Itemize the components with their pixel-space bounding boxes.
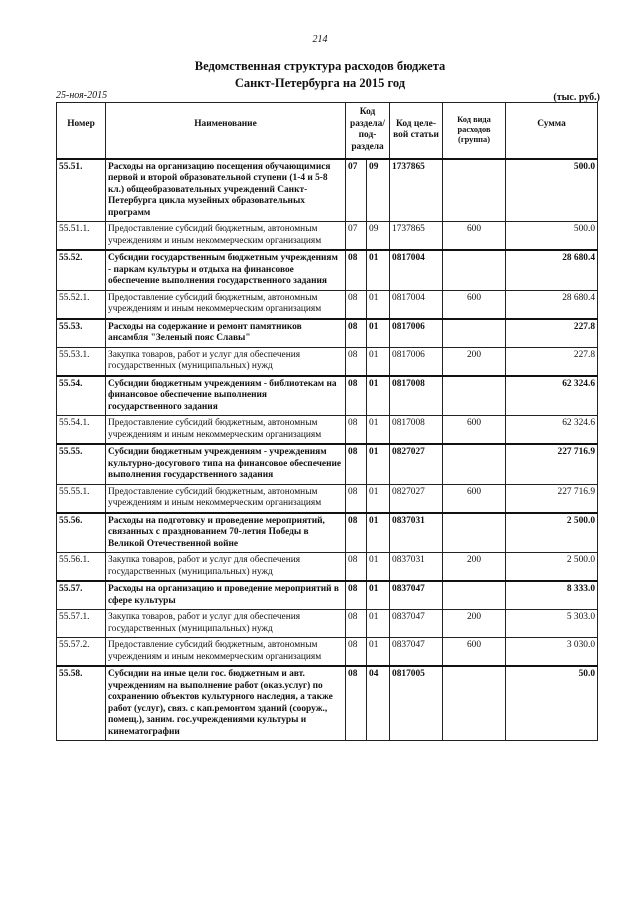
header-article: Код целе-вой статьи bbox=[390, 103, 443, 159]
title-line-1: Ведомственная структура расходов бюджета bbox=[194, 59, 446, 73]
row-name: Расходы на содержание и ремонт памятников ансамбля "Зеленый пояс Славы" bbox=[106, 319, 346, 348]
header-number: Номер bbox=[57, 103, 106, 159]
row-name: Субсидии на иные цели гос. бюджетным и авт. учреждениям на выполнение работ (оказ.услуг) по сохранению объектов культурного наследия, а также работ (услуг), связ. с кап.ремонтом зданий (сооруж., помещ.), заним. гос.учреждениями культуры и кинематографии bbox=[106, 666, 346, 741]
row-expense-type bbox=[443, 581, 506, 610]
row-section-code: 07 bbox=[346, 222, 367, 251]
row-number: 55.51. bbox=[57, 159, 106, 222]
table-row bbox=[57, 581, 598, 610]
row-article-code: 1737865 bbox=[390, 222, 443, 251]
row-expense-type: 600 bbox=[443, 484, 506, 513]
row-expense-type bbox=[443, 513, 506, 553]
table-row bbox=[57, 319, 598, 348]
row-sum: 28 680.4 bbox=[506, 290, 598, 319]
row-expense-type: 200 bbox=[443, 553, 506, 582]
row-subsection-code: 01 bbox=[367, 376, 390, 416]
table-row bbox=[57, 290, 598, 319]
row-number: 55.53. bbox=[57, 319, 106, 348]
table-row bbox=[57, 638, 598, 667]
row-article-code: 0817008 bbox=[390, 376, 443, 416]
row-article-code: 0837047 bbox=[390, 610, 443, 638]
row-expense-type: 600 bbox=[443, 222, 506, 251]
row-number: 55.56.1. bbox=[57, 553, 106, 582]
row-article-code: 0817008 bbox=[390, 416, 443, 445]
row-expense-type bbox=[443, 666, 506, 741]
row-article-code: 0837047 bbox=[390, 638, 443, 667]
row-expense-type: 600 bbox=[443, 638, 506, 667]
row-subsection-code: 01 bbox=[367, 610, 390, 638]
row-sum: 227 716.9 bbox=[506, 444, 598, 484]
row-sum: 227.8 bbox=[506, 347, 598, 376]
row-subsection-code: 01 bbox=[367, 416, 390, 445]
row-sum: 62 324.6 bbox=[506, 376, 598, 416]
row-section-code: 08 bbox=[346, 444, 367, 484]
table-row bbox=[57, 376, 598, 416]
row-article-code: 0817006 bbox=[390, 319, 443, 348]
row-subsection-code: 01 bbox=[367, 250, 390, 290]
row-sum: 50.0 bbox=[506, 666, 598, 741]
row-sum: 8 333.0 bbox=[506, 581, 598, 610]
table-row bbox=[57, 553, 598, 582]
row-sum: 227 716.9 bbox=[506, 484, 598, 513]
row-name: Закупка товаров, работ и услуг для обеспечения государственных (муниципальных) нужд bbox=[106, 553, 346, 582]
row-name: Предоставление субсидий бюджетным, автономным учреждениям и иным некоммерческим организациям bbox=[106, 290, 346, 319]
row-number: 55.55.1. bbox=[57, 484, 106, 513]
row-number: 55.56. bbox=[57, 513, 106, 553]
table-row bbox=[57, 222, 598, 251]
row-section-code: 08 bbox=[346, 513, 367, 553]
title-line-2: Санкт-Петербурга на 2015 год bbox=[234, 76, 406, 90]
header-expense-type: Код вида расходов (группа) bbox=[443, 103, 506, 159]
row-sum: 2 500.0 bbox=[506, 513, 598, 553]
row-article-code: 0827027 bbox=[390, 484, 443, 513]
row-name: Расходы на организацию посещения обучающимися первой и второй образовательной ступени (1-4 и 5-8 кл.) общеобразовательных учреждений Санкт-Петербурга цикла музейных образовательных программ bbox=[106, 159, 346, 222]
row-subsection-code: 04 bbox=[367, 666, 390, 741]
row-name: Расходы на организацию и проведение мероприятий в сфере культуры bbox=[106, 581, 346, 610]
row-article-code: 0827027 bbox=[390, 444, 443, 484]
row-expense-type bbox=[443, 250, 506, 290]
page-number: 214 bbox=[312, 34, 328, 45]
budget-table bbox=[56, 102, 598, 741]
row-expense-type: 200 bbox=[443, 347, 506, 376]
row-sum: 500.0 bbox=[506, 222, 598, 251]
table-row bbox=[57, 347, 598, 376]
row-number: 55.57.1. bbox=[57, 610, 106, 638]
row-sum: 62 324.6 bbox=[506, 416, 598, 445]
units-label: (тыс. руб.) bbox=[553, 92, 600, 103]
row-name: Предоставление субсидий бюджетным, автономным учреждениям и иным некоммерческим организациям bbox=[106, 416, 346, 445]
row-sum: 2 500.0 bbox=[506, 553, 598, 582]
row-section-code: 08 bbox=[346, 666, 367, 741]
row-number: 55.57.2. bbox=[57, 638, 106, 667]
row-subsection-code: 01 bbox=[367, 319, 390, 348]
row-number: 55.52.1. bbox=[57, 290, 106, 319]
table-header-row bbox=[57, 103, 598, 159]
row-sum: 500.0 bbox=[506, 159, 598, 222]
table-row bbox=[57, 416, 598, 445]
row-section-code: 08 bbox=[346, 290, 367, 319]
row-number: 55.54. bbox=[57, 376, 106, 416]
row-name: Расходы на подготовку и проведение мероприятий, связанных с празднованием 70-летия Победы в Великой Отечественной войне bbox=[106, 513, 346, 553]
table-row bbox=[57, 250, 598, 290]
row-sum: 227.8 bbox=[506, 319, 598, 348]
document-title bbox=[0, 58, 640, 92]
row-section-code: 08 bbox=[346, 376, 367, 416]
row-section-code: 08 bbox=[346, 610, 367, 638]
row-section-code: 08 bbox=[346, 347, 367, 376]
row-number: 55.53.1. bbox=[57, 347, 106, 376]
row-expense-type bbox=[443, 376, 506, 416]
row-name: Предоставление субсидий бюджетным, автономным учреждениям и иным некоммерческим организациям bbox=[106, 638, 346, 667]
row-expense-type: 600 bbox=[443, 416, 506, 445]
row-name: Субсидии бюджетным учреждениям - библиотекам на финансовое обеспечение выполнения государственного задания bbox=[106, 376, 346, 416]
row-subsection-code: 01 bbox=[367, 444, 390, 484]
row-article-code: 0837031 bbox=[390, 553, 443, 582]
row-number: 55.58. bbox=[57, 666, 106, 741]
row-article-code: 0837031 bbox=[390, 513, 443, 553]
row-section-code: 08 bbox=[346, 250, 367, 290]
row-sum: 28 680.4 bbox=[506, 250, 598, 290]
row-article-code: 1737865 bbox=[390, 159, 443, 222]
row-section-code: 08 bbox=[346, 319, 367, 348]
row-number: 55.52. bbox=[57, 250, 106, 290]
row-article-code: 0837047 bbox=[390, 581, 443, 610]
table-row bbox=[57, 666, 598, 741]
table-row bbox=[57, 444, 598, 484]
row-section-code: 08 bbox=[346, 484, 367, 513]
row-number: 55.54.1. bbox=[57, 416, 106, 445]
row-section-code: 07 bbox=[346, 159, 367, 222]
row-article-code: 0817006 bbox=[390, 347, 443, 376]
row-sum: 5 303.0 bbox=[506, 610, 598, 638]
row-section-code: 08 bbox=[346, 638, 367, 667]
row-section-code: 08 bbox=[346, 416, 367, 445]
row-sum: 3 030.0 bbox=[506, 638, 598, 667]
row-subsection-code: 01 bbox=[367, 638, 390, 667]
row-subsection-code: 01 bbox=[367, 484, 390, 513]
header-sum: Сумма bbox=[506, 103, 598, 159]
row-expense-type bbox=[443, 319, 506, 348]
row-number: 55.51.1. bbox=[57, 222, 106, 251]
row-article-code: 0817004 bbox=[390, 290, 443, 319]
row-name: Закупка товаров, работ и услуг для обеспечения государственных (муниципальных) нужд bbox=[106, 347, 346, 376]
header-section: Код раздела/ под-раздела bbox=[346, 103, 390, 159]
row-subsection-code: 01 bbox=[367, 553, 390, 582]
row-name: Субсидии бюджетным учреждениям - учреждениям культурно-досугового типа на финансовое обеспечение выполнения государственного задания bbox=[106, 444, 346, 484]
row-subsection-code: 09 bbox=[367, 159, 390, 222]
table-row bbox=[57, 610, 598, 638]
document-date: 25-ноя-2015 bbox=[56, 90, 108, 101]
row-number: 55.57. bbox=[57, 581, 106, 610]
row-name: Предоставление субсидий бюджетным, автономным учреждениям и иным некоммерческим организациям bbox=[106, 222, 346, 251]
row-name: Субсидии государственным бюджетным учреждениям - паркам культуры и отдыха на финансовое обеспечение выполнения государственного задания bbox=[106, 250, 346, 290]
row-number: 55.55. bbox=[57, 444, 106, 484]
row-subsection-code: 01 bbox=[367, 347, 390, 376]
row-expense-type: 200 bbox=[443, 610, 506, 638]
row-expense-type: 600 bbox=[443, 290, 506, 319]
row-subsection-code: 09 bbox=[367, 222, 390, 251]
row-article-code: 0817005 bbox=[390, 666, 443, 741]
row-expense-type bbox=[443, 159, 506, 222]
table-row bbox=[57, 484, 598, 513]
table-row bbox=[57, 513, 598, 553]
row-name: Закупка товаров, работ и услуг для обеспечения государственных (муниципальных) нужд bbox=[106, 610, 346, 638]
row-subsection-code: 01 bbox=[367, 581, 390, 610]
row-subsection-code: 01 bbox=[367, 290, 390, 319]
row-name: Предоставление субсидий бюджетным, автономным учреждениям и иным некоммерческим организациям bbox=[106, 484, 346, 513]
row-article-code: 0817004 bbox=[390, 250, 443, 290]
header-name: Наименование bbox=[106, 103, 346, 159]
row-expense-type bbox=[443, 444, 506, 484]
table-row bbox=[57, 159, 598, 222]
row-section-code: 08 bbox=[346, 553, 367, 582]
row-subsection-code: 01 bbox=[367, 513, 390, 553]
row-section-code: 08 bbox=[346, 581, 367, 610]
